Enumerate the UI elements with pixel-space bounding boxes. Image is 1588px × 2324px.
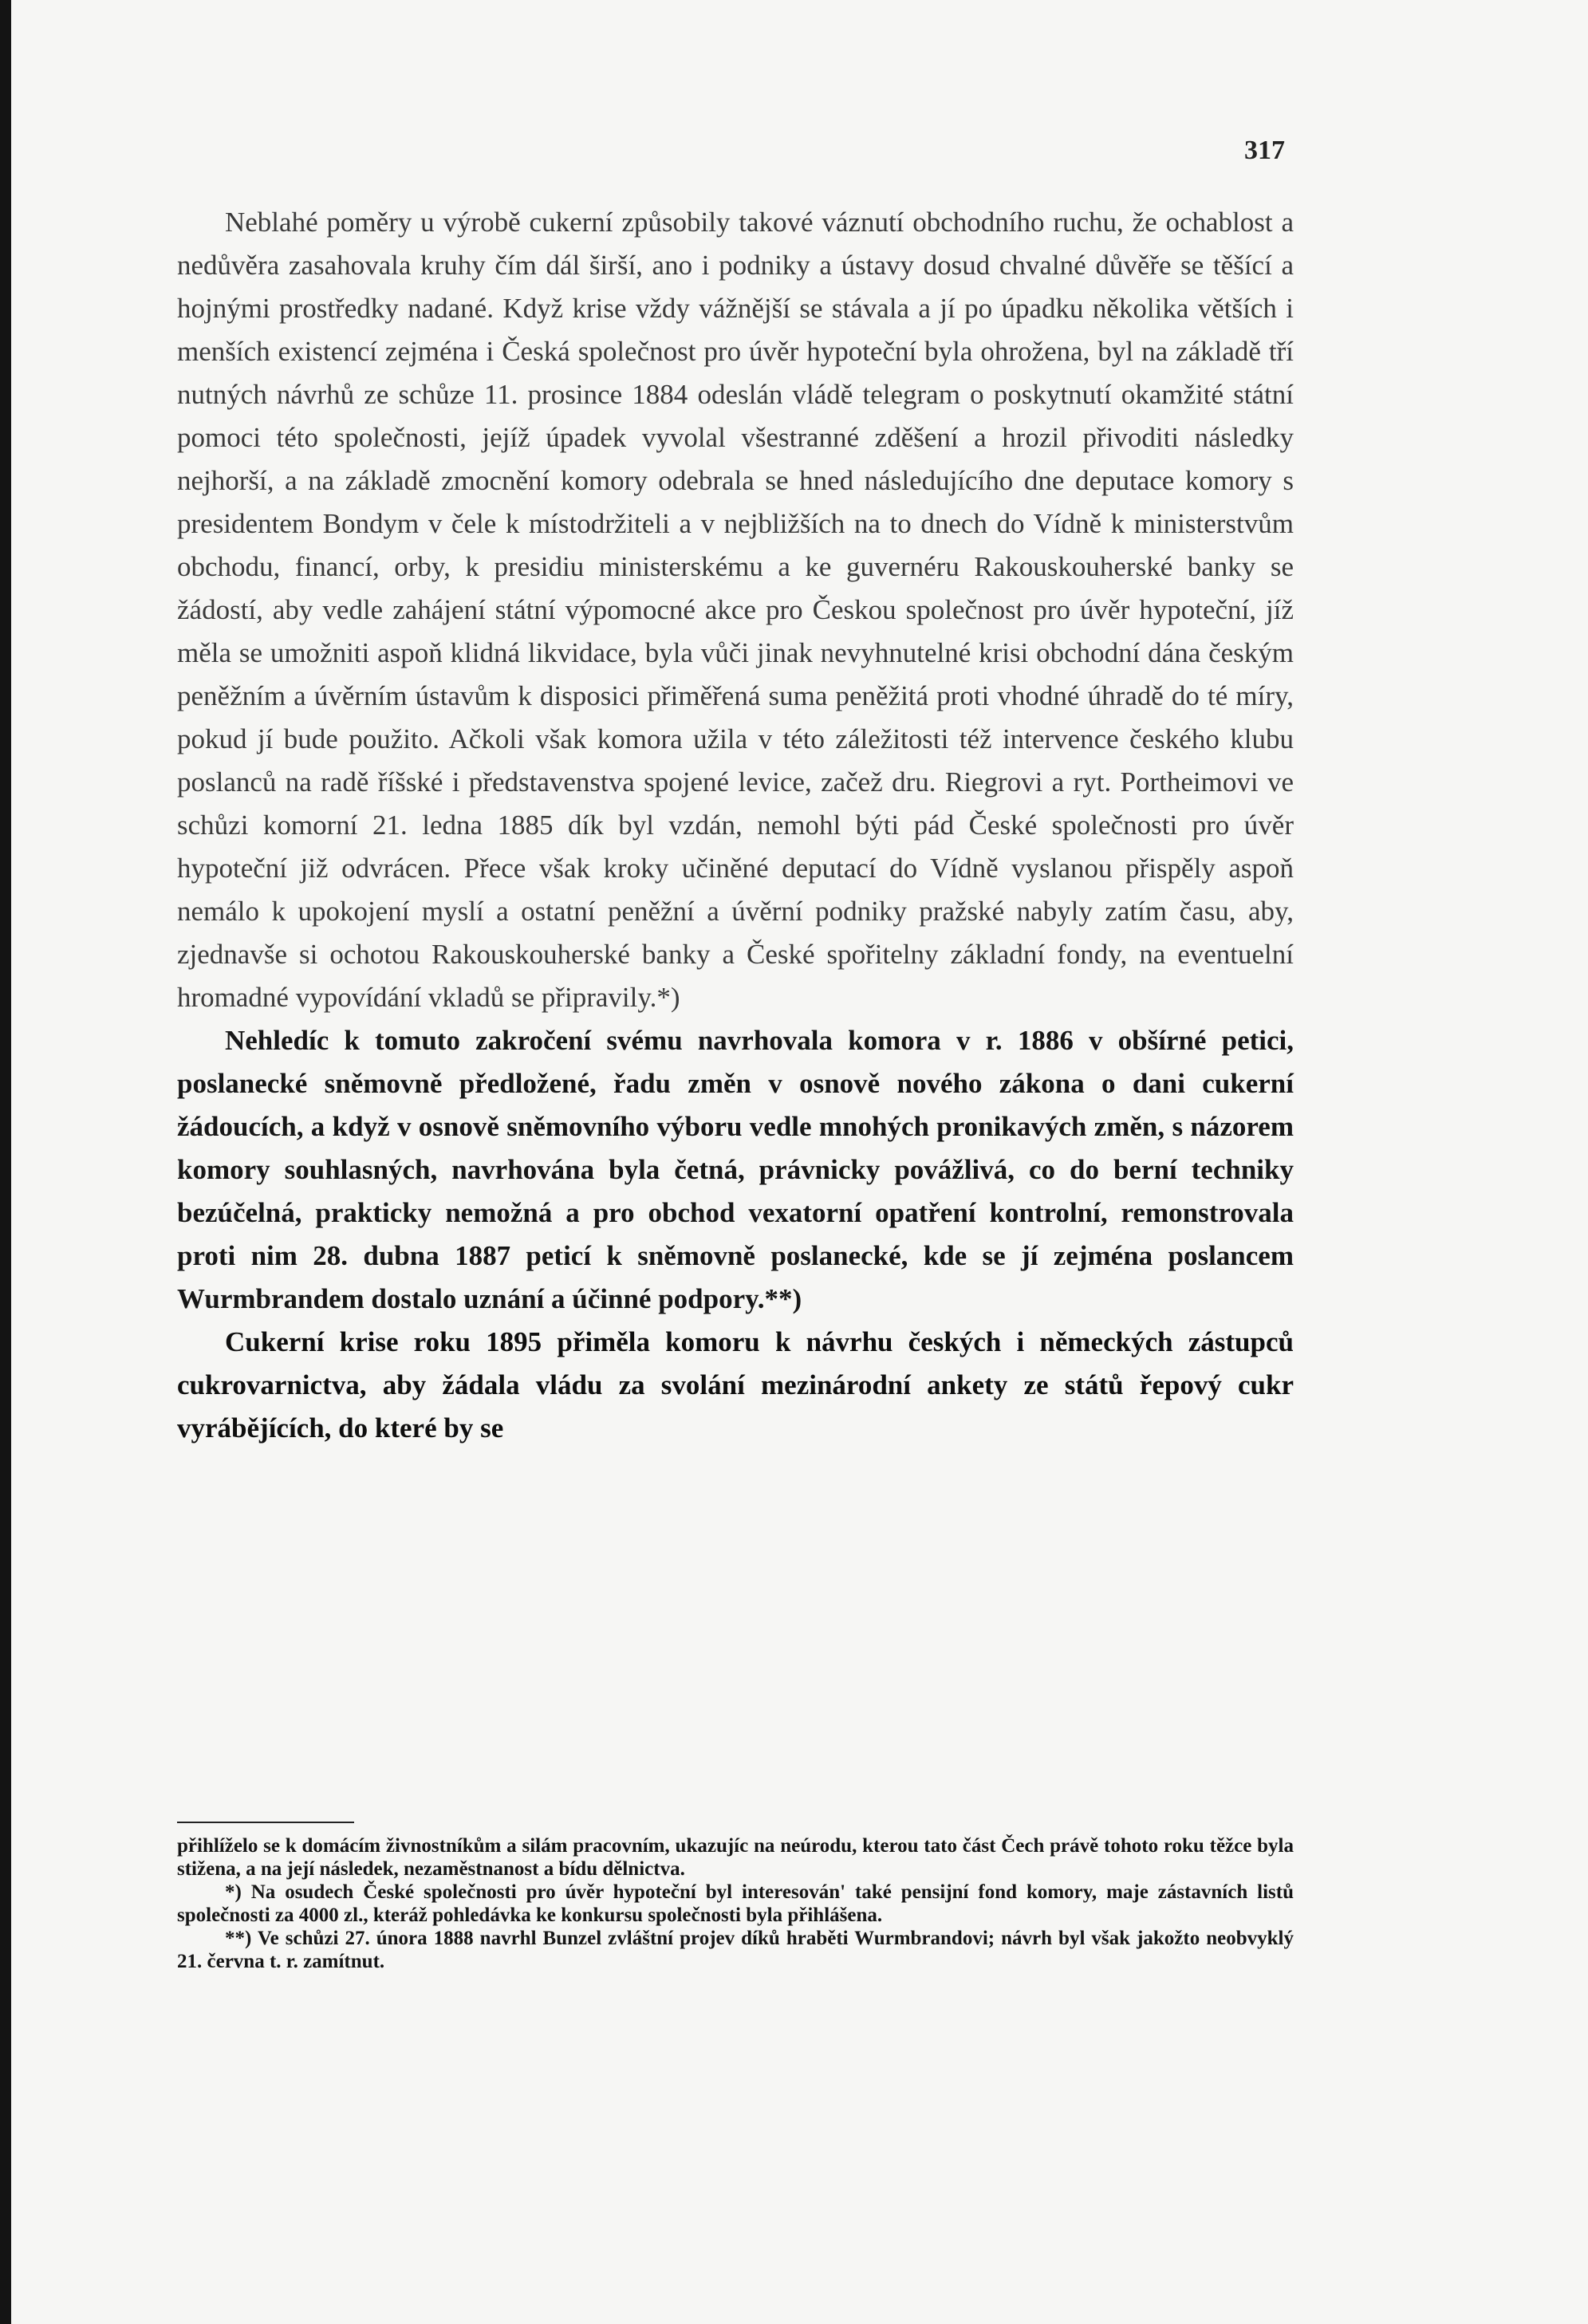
- footnote: *) Na osudech České společnosti pro úvěr hypoteční byl interesován' také pensijní fond komory, maje zástavních listů společnosti za 4000 zl., kteráž pohledávka ke konkursu společnosti byla přihlášena.: [177, 1881, 1294, 1926]
- footnote-continuation: přihlíželo se k domácím živnostníkům a silám pracovním, ukazujíc na neúrodu, kterou tato část Čech právě tohoto roku těžce byla stižena, a na její následek, nezaměstnanost a bídu dělnictva.: [177, 1835, 1294, 1880]
- footnote: **) Ve schůzi 27. února 1888 navrhl Bunzel zvláštní projev díků hraběti Wurmbrandovi; návrh byl však jakožto neobvyklý 21. června t. r. zamítnut.: [177, 1928, 1294, 1972]
- paragraph: Cukerní krise roku 1895 přiměla komoru k návrhu českých i německých zástupců cukrovarnictva, aby žádala vládu za svolání mezinárodní ankety ze států řepový cukr vyrábějících, do které by se: [177, 1326, 1294, 1444]
- page-number: 317: [1244, 136, 1285, 165]
- footnotes: [177, 1834, 1294, 1973]
- footnote-divider: [177, 1822, 354, 1823]
- scanned-page: [11, 0, 1588, 2324]
- main-text: [177, 201, 1294, 1450]
- paragraph: Nehledíc k tomuto zakročení svému navrhovala komora v r. 1886 v obšírné petici, poslanecké sněmovně předložené, řadu změn v osnově nového zákona o dani cukerní žádoucích, a když v osnově sněmovního výboru vedle mnohých pronikavých změn, s názorem komory souhlasných, navrhována byla četná, právnicky povážlivá, co do berní techniky bezúčelná, prakticky nemožná a pro obchod vexatorní opatření kontrolní, remonstrovala proti nim 28. dubna 1887 peticí k sněmovně poslanecké, kde se jí zejména poslancem Wurmbrandem dostalo uznání a účinné podpory.**): [177, 1025, 1294, 1314]
- paragraph: Neblahé poměry u výrobě cukerní způsobily takové váznutí obchodního ruchu, že ochablost a nedůvěra zasahovala kruhy čím dál širší, ano i podniky a ústavy dosud chvalné důvěře se těšící a hojnými prostředky nadané. Když krise vždy vážnější se stávala a jí po úpadku několika větších i menších existencí zejména i Česká společnost pro úvěr hypoteční byla ohrožena, byl na základě tří nutných návrhů ze schůze 11. prosince 1884 odeslán vládě telegram o poskytnutí okamžité státní pomoci této společnosti, jejíž úpadek vyvolal všestranné zděšení a hrozil přivoditi následky nejhorší, a na základě zmocnění komory odebrala se hned následujícího dne deputace komory s presidentem Bondym v čele k místodržiteli a v nejbližších na to dnech do Vídně k ministerstvům obchodu, financí, orby, k presidiu ministerskému a ke guvernéru Rakouskouherské banky se žádostí, aby vedle zahájení státní výpomocné akce pro Českou společnost pro úvěr hypoteční, jíž měla se umožniti aspoň klidná likvidace, byla vůči jinak nevyhnutelné krisi obchodní dána českým peněžním a úvěrním ústavům k disposici přiměřená suma peněžitá proti vhodné úhradě do té míry, pokud jí bude použito. Ačkoli však komora užila v této záležitosti též intervence českého klubu poslanců na radě říšské i představenstva spojené levice, začež dru. Riegrovi a ryt. Portheimovi ve schůzi komorní 21. ledna 1885 dík byl vzdán, nemohl býti pád České společnosti pro úvěr hypoteční již odvrácen. Přece však kroky učiněné deputací do Vídně vyslanou přispěly aspoň nemálo k upokojení myslí a ostatní peněžní a úvěrní podniky pražské nabyly zatím času, aby, zjednavše si ochotou Rakouskouherské banky a České spořitelny základní fondy, na eventuelní hromadné vypovídání vkladů se připravily.*): [177, 207, 1294, 1013]
